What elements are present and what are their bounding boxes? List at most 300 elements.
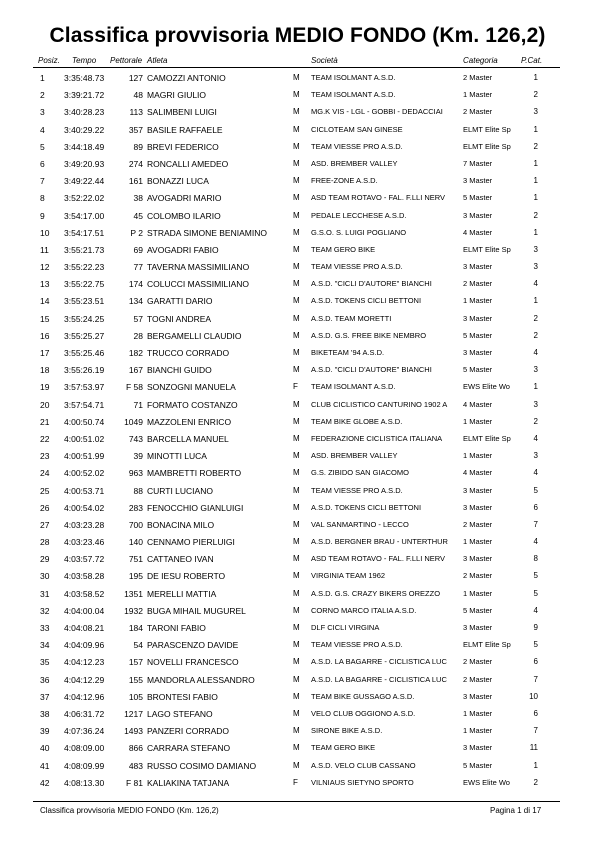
row-category: ELMT Elite Sp — [463, 124, 511, 134]
row-time: 3:55:26.19 — [64, 365, 105, 376]
row-position: 3 — [40, 107, 45, 118]
row-athlete: TOGNI ANDREA — [147, 313, 212, 324]
header-society: Società — [311, 56, 338, 65]
header-time: Tempo — [72, 56, 97, 65]
row-bib: 274 — [128, 158, 143, 169]
row-sex: M — [293, 176, 300, 186]
row-bib: 140 — [128, 537, 143, 548]
table-row — [0, 654, 595, 671]
table-row — [0, 139, 595, 156]
page-number: Pagina 1 di 17 — [490, 806, 542, 815]
row-position: 42 — [40, 777, 50, 788]
row-category: 1 Master — [463, 296, 493, 306]
row-time: 3:55:21.73 — [64, 244, 105, 255]
row-time: 3:49:20.93 — [64, 158, 105, 169]
row-society: TEAM ISOLMANT A.S.D. — [311, 382, 396, 392]
row-category-position: 6 — [533, 657, 538, 667]
row-sex: M — [293, 416, 300, 426]
row-bib: 71 — [133, 399, 143, 410]
row-bib: 48 — [133, 90, 143, 101]
row-time: 4:08:09.99 — [64, 760, 105, 771]
row-position: 20 — [40, 399, 50, 410]
row-bib: 155 — [128, 674, 143, 685]
row-sex: M — [293, 279, 300, 289]
row-position: 18 — [40, 365, 50, 376]
row-time: 3:54:17.00 — [64, 210, 105, 221]
row-category: 1 Master — [463, 708, 493, 718]
row-athlete: MAZZOLENI ENRICO — [147, 416, 232, 427]
row-position: 34 — [40, 640, 50, 651]
row-time: 4:04:09.96 — [64, 640, 105, 651]
row-bib: F 58 — [125, 382, 143, 393]
row-category: 3 Master — [463, 348, 493, 357]
table-row — [0, 620, 595, 637]
table-row — [0, 276, 595, 293]
row-time: 4:06:31.72 — [64, 708, 105, 719]
table-row — [0, 672, 595, 689]
row-society: VILNIAUS SIETYNO SPORTO — [311, 777, 414, 787]
row-bib: 700 — [128, 519, 143, 530]
row-position: 37 — [40, 691, 50, 702]
row-time: 4:00:51.02 — [64, 433, 105, 444]
row-time: 3:57:54.71 — [64, 399, 105, 410]
row-time: 4:03:23.46 — [64, 537, 105, 548]
table-row — [0, 122, 595, 139]
row-time: 3:55:24.25 — [64, 313, 105, 324]
row-position: 28 — [40, 537, 50, 548]
row-category: 2 Master — [463, 519, 493, 529]
row-category-position: 9 — [533, 623, 538, 632]
row-sex: M — [293, 674, 300, 684]
row-athlete: PANZERI CORRADO — [147, 726, 230, 737]
row-category: 3 Master — [463, 176, 493, 186]
row-position: 40 — [40, 743, 50, 754]
row-athlete: MAMBRETTI ROBERTO — [147, 468, 242, 479]
table-row — [0, 225, 595, 242]
row-category: 7 Master — [463, 158, 493, 168]
row-category: 4 Master — [463, 399, 493, 409]
row-time: 4:04:12.96 — [64, 691, 105, 702]
row-position: 23 — [40, 451, 50, 462]
row-society: A.S.D. LA BAGARRE - CICLISTICA LUC — [311, 657, 447, 667]
row-bib: 105 — [128, 691, 143, 702]
row-athlete: BONAZZI LUCA — [147, 176, 209, 187]
row-time: 4:03:57.72 — [64, 554, 105, 565]
row-sex: M — [293, 537, 300, 547]
row-society: VAL SANMARTINO - LECCO — [311, 519, 409, 529]
row-society: CICLOTEAM SAN GINESE — [311, 124, 403, 134]
row-bib: 57 — [133, 313, 143, 324]
table-row — [0, 104, 595, 121]
row-category: 3 Master — [463, 262, 493, 272]
row-category: EWS Elite Wo — [463, 777, 510, 787]
row-sex: M — [293, 296, 300, 306]
row-bib: 866 — [128, 743, 143, 754]
row-athlete: CAMOZZI ANTONIO — [147, 73, 226, 83]
row-bib: F 81 — [125, 777, 143, 788]
row-category-position: 1 — [533, 176, 538, 186]
row-bib: 195 — [128, 571, 143, 582]
row-sex: M — [293, 605, 300, 615]
row-time: 4:00:50.74 — [64, 416, 105, 427]
row-society: A.S.D. G.S. CRAZY BIKERS OREZZO — [311, 588, 441, 598]
row-sex: M — [293, 571, 300, 581]
row-athlete: BIANCHI GUIDO — [147, 365, 212, 376]
row-athlete: STRADA SIMONE BENIAMINO — [147, 227, 267, 238]
row-category: 5 Master — [463, 330, 493, 340]
row-bib: 88 — [133, 485, 143, 496]
row-society: SIRONE BIKE A.S.D. — [311, 726, 383, 736]
table-row — [0, 345, 595, 362]
row-athlete: TARONI FABIO — [147, 623, 206, 633]
row-time: 4:04:08.21 — [64, 623, 105, 633]
row-athlete: CARRARA STEFANO — [147, 743, 231, 754]
row-position: 31 — [40, 588, 50, 599]
header-pcat: P.Cat. — [521, 56, 543, 65]
row-athlete: COLUCCI MASSIMILIANO — [147, 279, 250, 290]
table-row — [0, 740, 595, 757]
row-sex: M — [293, 640, 300, 650]
row-category-position: 2 — [533, 313, 538, 323]
row-athlete: COLOMBO ILARIO — [147, 210, 221, 221]
row-sex: M — [293, 623, 300, 632]
row-bib: 89 — [133, 141, 143, 152]
row-bib: 54 — [133, 640, 143, 651]
row-bib: 1493 — [124, 726, 143, 737]
row-position: 1 — [40, 73, 45, 83]
row-athlete: LAGO STEFANO — [147, 708, 213, 719]
row-position: 7 — [40, 176, 45, 187]
row-bib: 157 — [128, 657, 143, 668]
row-category-position: 4 — [533, 433, 538, 443]
row-athlete: NOVELLI FRANCESCO — [147, 657, 239, 668]
row-category: 1 Master — [463, 726, 493, 736]
table-row — [0, 534, 595, 551]
row-bib: 1351 — [124, 588, 143, 599]
row-category-position: 5 — [533, 588, 538, 598]
row-bib: 751 — [128, 554, 143, 565]
table-row — [0, 414, 595, 431]
row-athlete: FORMATO COSTANZO — [147, 399, 238, 410]
row-sex: M — [293, 760, 300, 770]
row-sex: M — [293, 158, 300, 168]
row-society: CLUB CICLISTICO CANTURINO 1902 A — [311, 399, 448, 409]
row-category: ELMT Elite Sp — [463, 640, 511, 650]
row-category: 3 Master — [463, 502, 493, 512]
row-category-position: 2 — [533, 90, 538, 100]
row-category-position: 4 — [533, 537, 538, 547]
row-category: 4 Master — [463, 227, 493, 237]
row-bib: 39 — [133, 451, 143, 462]
table-row — [0, 397, 595, 414]
row-society: VELO CLUB OGGIONO A.S.D. — [311, 708, 416, 718]
row-category-position: 2 — [533, 210, 538, 220]
row-sex: M — [293, 657, 300, 667]
table-row — [0, 70, 595, 87]
row-sex: M — [293, 708, 300, 718]
row-category: 5 Master — [463, 760, 493, 770]
row-position: 21 — [40, 416, 50, 427]
row-society: VIRGINIA TEAM 1962 — [311, 571, 386, 581]
row-bib: 174 — [128, 279, 143, 290]
row-sex: M — [293, 193, 300, 203]
row-category-position: 1 — [533, 227, 538, 237]
row-category-position: 1 — [533, 760, 538, 770]
row-category: 2 Master — [463, 279, 493, 289]
row-bib: 28 — [133, 330, 143, 341]
table-row — [0, 586, 595, 603]
row-category: 5 Master — [463, 193, 493, 203]
row-society: A.S.D. BERGNER BRAU - UNTERTHUR — [311, 537, 448, 547]
row-position: 2 — [40, 90, 45, 101]
table-row — [0, 637, 595, 654]
row-athlete: BERGAMELLI CLAUDIO — [147, 330, 242, 341]
row-category-position: 4 — [533, 468, 538, 478]
row-category-position: 2 — [533, 330, 538, 340]
table-row — [0, 362, 595, 379]
row-bib: 1217 — [124, 708, 143, 719]
row-time: 3:40:29.22 — [64, 124, 105, 135]
row-athlete: SALIMBENI LUIGI — [147, 107, 217, 118]
row-category: ELMT Elite Sp — [463, 244, 511, 254]
row-position: 32 — [40, 605, 50, 616]
row-sex: M — [293, 313, 300, 323]
row-category: 2 Master — [463, 73, 493, 82]
row-category-position: 6 — [533, 502, 538, 512]
row-society: BIKETEAM '94 A.S.D. — [311, 348, 385, 357]
row-athlete: DE IESU ROBERTO — [147, 571, 226, 582]
row-time: 3:44:18.49 — [64, 141, 105, 152]
row-category-position: 3 — [533, 244, 538, 254]
row-sex: M — [293, 348, 300, 357]
row-sex: M — [293, 90, 300, 100]
header-bib: Pettorale — [110, 56, 143, 65]
row-category: 2 Master — [463, 107, 493, 117]
row-society: A.S.D. G.S. FREE BIKE NEMBRO — [311, 330, 427, 340]
row-category-position: 2 — [533, 141, 538, 151]
row-position: 4 — [40, 124, 45, 135]
row-category-position: 1 — [533, 296, 538, 306]
row-athlete: MINOTTI LUCA — [147, 451, 207, 462]
row-category: 4 Master — [463, 468, 493, 478]
row-sex: M — [293, 227, 300, 237]
row-athlete: MERELLI MATTIA — [147, 588, 217, 599]
row-category: 1 Master — [463, 451, 493, 461]
row-category-position: 6 — [533, 708, 538, 718]
row-category: 3 Master — [463, 743, 493, 753]
table-row — [0, 156, 595, 173]
row-bib: 1932 — [124, 605, 143, 616]
row-category: 5 Master — [463, 605, 493, 615]
row-position: 39 — [40, 726, 50, 737]
row-time: 4:04:12.29 — [64, 674, 105, 685]
row-athlete: CATTANEO IVAN — [147, 554, 214, 565]
row-category-position: 1 — [533, 73, 538, 82]
page-title: Classifica provvisoria MEDIO FONDO (Km. 126,2) — [49, 24, 546, 47]
row-society: TEAM GERO BIKE — [311, 244, 376, 254]
row-category-position: 3 — [533, 451, 538, 461]
row-society: TEAM GERO BIKE — [311, 743, 376, 753]
table-row — [0, 723, 595, 740]
row-position: 22 — [40, 433, 50, 444]
row-society: PEDALE LECCHESE A.S.D. — [311, 210, 407, 220]
row-position: 26 — [40, 502, 50, 513]
row-society: DLF CICLI VIRGINA — [311, 623, 380, 632]
row-category: 3 Master — [463, 554, 493, 564]
row-time: 3:57:53.97 — [64, 382, 105, 393]
row-society: A.S.D. "CICLI D'AUTORE" BIANCHI — [311, 279, 432, 289]
row-athlete: BRONTESI FABIO — [147, 691, 218, 702]
row-society: TEAM BIKE GLOBE A.S.D. — [311, 416, 403, 426]
row-category-position: 4 — [533, 348, 538, 357]
row-position: 36 — [40, 674, 50, 685]
row-society: ASD. BREMBER VALLEY — [311, 451, 398, 461]
row-bib: 38 — [133, 193, 143, 204]
row-time: 4:08:09.00 — [64, 743, 105, 754]
row-athlete: FENOCCHIO GIANLUIGI — [147, 502, 244, 513]
table-row — [0, 775, 595, 792]
row-category-position: 4 — [533, 279, 538, 289]
row-category-position: 11 — [529, 743, 538, 753]
row-sex: M — [293, 468, 300, 478]
row-category: 1 Master — [463, 588, 493, 598]
row-sex: M — [293, 519, 300, 529]
row-time: 4:00:52.02 — [64, 468, 105, 479]
row-bib: 77 — [133, 262, 143, 273]
row-society: ASD TEAM ROTAVO - FAL. F.LLI NERV — [311, 554, 446, 564]
row-sex: M — [293, 365, 300, 375]
row-athlete: RUSSO COSIMO DAMIANO — [147, 760, 257, 771]
row-category-position: 2 — [533, 416, 538, 426]
row-time: 4:08:13.30 — [64, 777, 105, 788]
row-society: TEAM VIESSE PRO A.S.D. — [311, 141, 403, 151]
table-row — [0, 379, 595, 396]
row-category-position: 7 — [533, 519, 538, 529]
row-category-position: 8 — [533, 554, 538, 564]
header-pos: Posiz. — [38, 56, 60, 65]
row-bib: 134 — [128, 296, 143, 307]
row-time: 3:49:22.44 — [64, 176, 105, 187]
row-society: ASD TEAM ROTAVO - FAL. F.LLI NERV — [311, 193, 446, 203]
row-sex: M — [293, 73, 300, 82]
row-athlete: BONACINA MILO — [147, 519, 215, 530]
row-sex: F — [293, 382, 298, 392]
row-time: 3:40:28.23 — [64, 107, 105, 118]
row-athlete: CURTI LUCIANO — [147, 485, 213, 496]
table-row — [0, 328, 595, 345]
row-position: 29 — [40, 554, 50, 565]
row-athlete: BASILE RAFFAELE — [147, 124, 223, 135]
row-category-position: 5 — [533, 640, 538, 650]
row-category-position: 4 — [533, 605, 538, 615]
footer-divider — [33, 801, 560, 802]
row-category: 2 Master — [463, 657, 493, 667]
row-athlete: TAVERNA MASSIMILIANO — [147, 262, 250, 273]
row-position: 5 — [40, 141, 45, 152]
row-position: 8 — [40, 193, 45, 204]
row-position: 38 — [40, 708, 50, 719]
row-sex: M — [293, 502, 300, 512]
row-society: TEAM BIKE GUSSAGO A.S.D. — [311, 691, 415, 701]
row-time: 4:07:36.24 — [64, 726, 105, 737]
row-position: 30 — [40, 571, 50, 582]
table-row — [0, 173, 595, 190]
row-athlete: GARATTI DARIO — [147, 296, 213, 307]
row-position: 35 — [40, 657, 50, 668]
table-row — [0, 517, 595, 534]
row-category: 2 Master — [463, 674, 493, 684]
row-sex: M — [293, 726, 300, 736]
row-category: 2 Master — [463, 571, 493, 581]
row-time: 3:55:25.46 — [64, 348, 105, 358]
row-position: 27 — [40, 519, 50, 530]
row-time: 4:00:51.99 — [64, 451, 105, 462]
header-athlete: Atleta — [147, 56, 168, 65]
table-row — [0, 465, 595, 482]
row-sex: M — [293, 262, 300, 272]
row-time: 3:55:22.75 — [64, 279, 105, 290]
table-row — [0, 431, 595, 448]
row-sex: M — [293, 330, 300, 340]
table-row — [0, 483, 595, 500]
row-bib: 184 — [128, 623, 143, 633]
row-sex: M — [293, 107, 300, 117]
row-bib: 127 — [128, 73, 143, 83]
row-sex: M — [293, 399, 300, 409]
row-sex: M — [293, 124, 300, 134]
row-society: A.S.D. TOKENS CICLI BETTONI — [311, 296, 422, 306]
row-position: 11 — [40, 244, 49, 255]
footer-title: Classifica provvisoria MEDIO FONDO (Km. 126,2) — [40, 806, 219, 815]
row-society: A.S.D. TOKENS CICLI BETTONI — [311, 502, 422, 512]
row-time: 3:55:25.27 — [64, 330, 105, 341]
row-time: 4:03:58.28 — [64, 571, 105, 582]
row-time: 4:00:54.02 — [64, 502, 105, 513]
row-bib: 113 — [129, 107, 143, 118]
row-position: 17 — [40, 348, 50, 358]
row-position: 16 — [40, 330, 50, 341]
row-category: 1 Master — [463, 537, 493, 547]
row-category: 3 Master — [463, 691, 493, 701]
row-bib: 483 — [128, 760, 143, 771]
table-row — [0, 568, 595, 585]
table-row — [0, 208, 595, 225]
table-row — [0, 448, 595, 465]
row-category-position: 5 — [533, 571, 538, 581]
row-bib: 69 — [133, 244, 143, 255]
row-bib: 45 — [133, 210, 143, 221]
row-category: 3 Master — [463, 313, 493, 323]
row-society: A.S.D. TEAM MORETTI — [311, 313, 392, 323]
row-category-position: 3 — [533, 399, 538, 409]
table-row — [0, 87, 595, 104]
table-row — [0, 293, 595, 310]
row-athlete: AVOGADRI FABIO — [147, 244, 219, 255]
row-athlete: MANDORLA ALESSANDRO — [147, 674, 255, 685]
row-athlete: BREVI FEDERICO — [147, 141, 219, 152]
row-bib: 357 — [128, 124, 143, 135]
row-sex: F — [293, 777, 298, 787]
row-position: 10 — [40, 227, 50, 238]
row-bib: 182 — [128, 348, 143, 358]
row-time: 4:04:00.04 — [64, 605, 105, 616]
row-society: CORNO MARCO ITALIA A.S.D. — [311, 605, 417, 615]
row-category: ELMT Elite Sp — [463, 141, 511, 151]
row-category: 3 Master — [463, 485, 493, 495]
row-category: 1 Master — [463, 416, 493, 426]
row-athlete: MAGRI GIULIO — [147, 90, 207, 101]
row-society: TEAM ISOLMANT A.S.D. — [311, 90, 396, 100]
